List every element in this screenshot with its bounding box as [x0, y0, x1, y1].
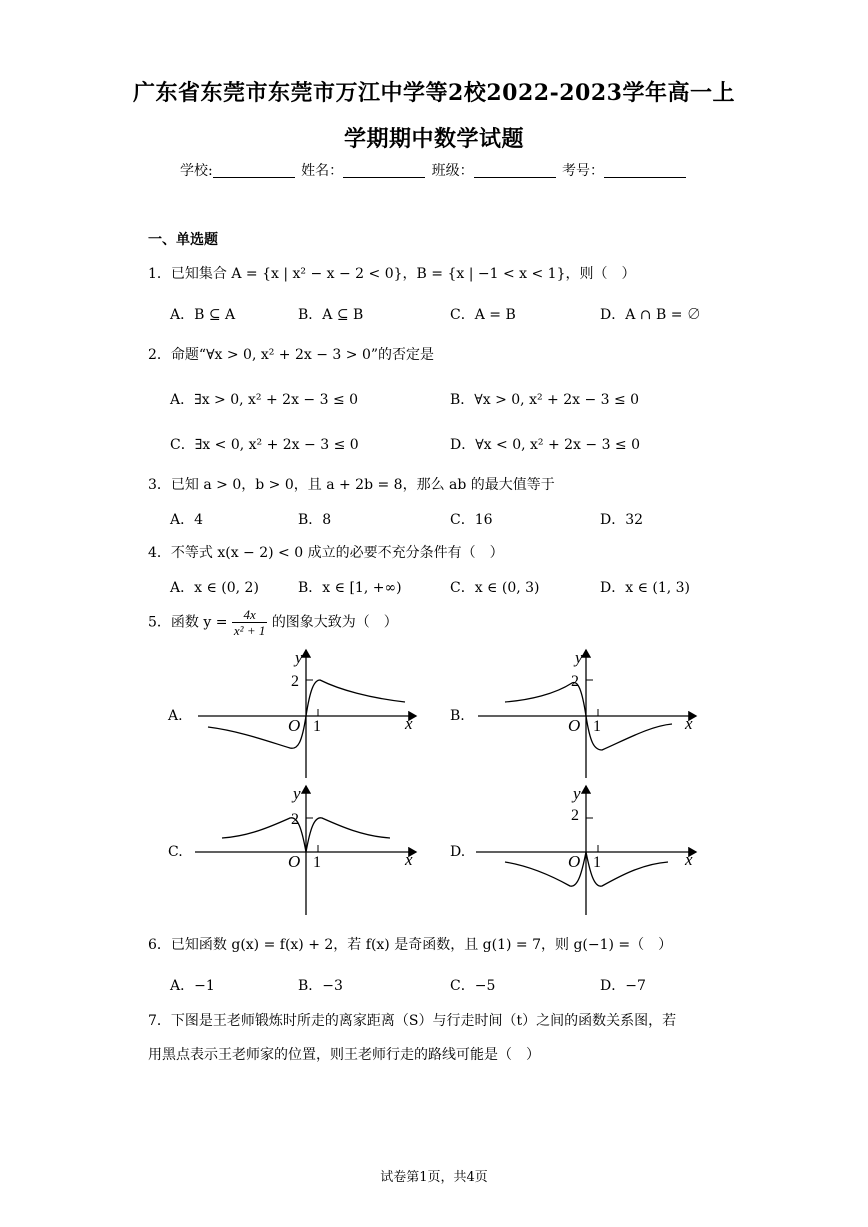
- question-6: 6．已知函数 g(x) = f(x) + 2，若 f(x) 是奇函数，且 g(1) = 7，则 g(−1) =（ ）: [148, 937, 673, 953]
- graph-a-y-label: y: [295, 648, 303, 667]
- graph-d-one: 1: [593, 854, 601, 871]
- graph-d-origin: O: [568, 852, 581, 871]
- graph-c-y-label: y: [293, 784, 301, 803]
- question-1: 1．已知集合 A = {x | x² − x − 2 < 0}，B = {x | −1 < x < 1}，则（ ）: [148, 266, 636, 282]
- graph-a-one: 1: [313, 718, 321, 735]
- graph-c-x-label: x: [405, 850, 413, 869]
- q2-option-b[interactable]: B．∀x > 0, x² + 2x − 3 ≤ 0: [450, 392, 640, 408]
- q5-frac-denominator: x² + 1: [233, 623, 266, 638]
- q5-option-b[interactable]: B.: [450, 708, 465, 724]
- graph-d-two: 2: [571, 807, 579, 824]
- q1-option-b[interactable]: B．A ⊆ B: [298, 307, 364, 323]
- graph-b: [478, 648, 696, 778]
- question-7-line2: 用黑点表示王老师家的位置，则王老师行走的路线可能是（ ）: [148, 1047, 540, 1063]
- q2-option-d[interactable]: D．∀x < 0, x² + 2x − 3 ≤ 0: [450, 437, 641, 453]
- page-title-line1: 广东省东莞市东莞市万江中学等2校2022-2023学年高一上: [133, 80, 735, 106]
- q6-option-a[interactable]: A．−1: [170, 978, 215, 994]
- question-2: 2．命题“∀x > 0, x² + 2x − 3 > 0”的否定是: [148, 347, 435, 363]
- question-7-line1: 7．下图是王老师锻炼时所走的离家距离（S）与行走时间（t）之间的函数关系图，若: [148, 1013, 677, 1029]
- graph-a-origin: O: [288, 716, 301, 735]
- q5-option-a[interactable]: A.: [168, 708, 183, 724]
- q1-option-d[interactable]: D．A ∩ B = ∅: [600, 307, 701, 323]
- class-label: 班级：: [431, 163, 474, 179]
- graph-d: [476, 784, 696, 915]
- q2-option-c[interactable]: C．∃x < 0, x² + 2x − 3 ≤ 0: [170, 437, 359, 453]
- q5-option-c[interactable]: C.: [168, 844, 183, 860]
- graph-b-one: 1: [593, 718, 601, 735]
- graph-d-y-label: y: [573, 784, 581, 803]
- graph-b-y-label: y: [575, 648, 583, 667]
- q6-option-b[interactable]: B．−3: [298, 978, 343, 994]
- school-label: 学校:: [179, 163, 213, 179]
- q5-option-d[interactable]: D.: [450, 844, 466, 860]
- graph-c-one: 1: [313, 854, 321, 871]
- q4-option-d[interactable]: D．x ∈ (1, 3): [600, 580, 691, 596]
- q5-frac-numerator: 4x: [232, 607, 267, 623]
- q4-option-a[interactable]: A．x ∈ (0, 2): [170, 580, 259, 596]
- q6-option-c[interactable]: C．−5: [450, 978, 496, 994]
- section-heading: 一、单选题: [148, 232, 218, 248]
- graph-b-x-label: x: [685, 714, 693, 733]
- q5-suffix: 的图象大致为（ ）: [271, 614, 398, 631]
- graph-d-x-label: x: [685, 850, 693, 869]
- q1-option-a[interactable]: A．B ⊆ A: [170, 307, 236, 323]
- graph-c: [195, 784, 416, 915]
- graph-c-two: 2: [291, 811, 299, 828]
- q2-option-a[interactable]: A．∃x > 0, x² + 2x − 3 ≤ 0: [170, 392, 359, 408]
- q4-option-b[interactable]: B．x ∈ [1, +∞): [298, 580, 402, 596]
- graph-a: [198, 648, 416, 778]
- graph-a-x-label: x: [405, 714, 413, 733]
- graph-a-two: 2: [291, 673, 299, 690]
- question-4: 4．不等式 x(x − 2) < 0 成立的必要不充分条件有（ ）: [148, 545, 504, 561]
- exam-no-label: 考号：: [562, 163, 605, 179]
- q6-option-d[interactable]: D．−7: [600, 978, 646, 994]
- name-label: 姓名：: [301, 163, 344, 179]
- q3-option-a[interactable]: A．4: [170, 512, 204, 528]
- page-title-line2: 学期期中数学试题: [343, 126, 524, 152]
- q4-option-c[interactable]: C．x ∈ (0, 3): [450, 580, 540, 596]
- q3-option-d[interactable]: D．32: [600, 512, 644, 528]
- q3-option-b[interactable]: B．8: [298, 512, 332, 528]
- graph-c-origin: O: [288, 852, 301, 871]
- q5-prefix: 5．函数 y =: [148, 614, 228, 631]
- page-footer: 试卷第1页，共4页: [380, 1170, 488, 1185]
- graph-b-two: 2: [571, 673, 579, 690]
- q3-option-c[interactable]: C．16: [450, 512, 493, 528]
- graph-b-origin: O: [568, 716, 581, 735]
- q1-option-c[interactable]: C．A = B: [450, 307, 516, 323]
- question-3: 3．已知 a > 0，b > 0，且 a + 2b = 8，那么 ab 的最大值等于: [148, 477, 555, 493]
